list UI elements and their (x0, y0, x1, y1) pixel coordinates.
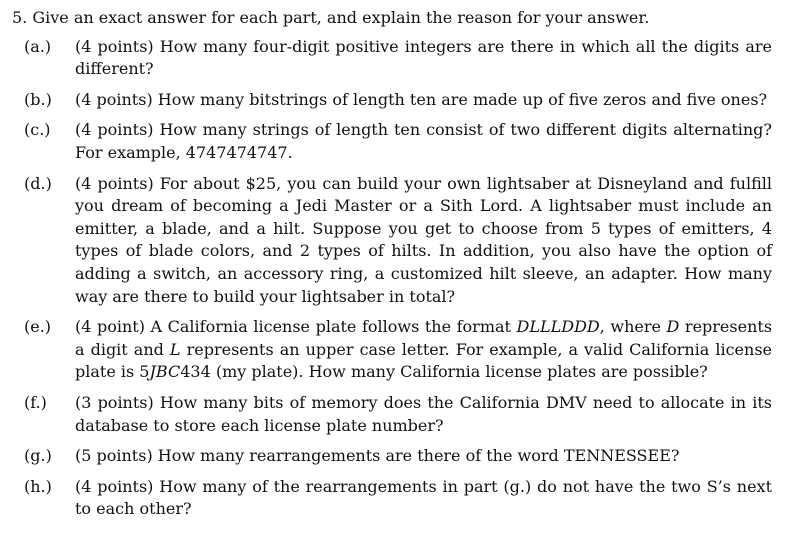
part-h (12, 476, 780, 521)
part-text: (3 points) How many bits of memory does the California DMV need to allocate in its database to store each license plate number? (75, 392, 772, 435)
part-label: (c.) (24, 120, 51, 140)
part-label: (a.) (24, 36, 52, 56)
part-text: (4 point) A California license plate follows the format (75, 317, 517, 337)
question-header (12, 7, 780, 30)
part-text: (4 points) How many bitstrings of length ten are made up of five zeros and five ones? (75, 89, 768, 109)
part-d (12, 173, 780, 309)
part-text: represents a digit and (75, 317, 773, 359)
part-text: (5 points) How many rearrangements are there of the word TENNESSEE? (75, 446, 680, 466)
part-f (12, 392, 780, 437)
part-text: (4 points) How many four-digit positive integers are there in which all the digits are different? (75, 36, 772, 79)
question-prompt: Give an exact answer for each part, and explain the reason for your answer. (32, 8, 650, 27)
part-b (12, 89, 780, 112)
part-text: (4 points) How many strings of length ten consist of two different digits alternating? For example, 4747474747. (75, 120, 772, 162)
part-text: represents an upper case letter. For example, a valid California license plate is 5 (75, 339, 773, 382)
parts-list (12, 36, 780, 521)
part-g (12, 445, 780, 468)
part-text: (4 points) For about $25, you can build your own lightsaber at Disneyland and fulfill you dream of becoming a Jedi Master or a Sith Lord. A lightsaber must include an emitter, a blade, and a hilt. Suppose you get to choose from 5 types of emitters, 4 types of blade colors, and 2 types of hilts. In addition, you also have the option of adding a switch, an accessory ring, a customized hilt sleeve, an adapter. How many way are there to build your lightsaber in total? (75, 173, 772, 306)
part-text: (4 points) How many of the rearrangements in part (g.) do not have the two S’s next to each other? (75, 476, 772, 519)
part-label: (f.) (24, 392, 47, 412)
part-c (12, 119, 780, 164)
part-text: (my plate). How many California license plates are possible? (210, 362, 708, 382)
part-label: (h.) (24, 476, 52, 496)
problem-page (12, 7, 780, 529)
question-number: 5. (12, 8, 28, 27)
part-text: , where (599, 317, 667, 337)
part-a (12, 36, 780, 81)
plate-digits: 434 (180, 362, 211, 382)
variable-l: L (169, 339, 181, 359)
plate-letters: JBC (149, 362, 181, 382)
part-label: (d.) (24, 173, 52, 193)
plate-format: DLLLDDD (516, 317, 600, 337)
part-label: (g.) (24, 446, 52, 466)
variable-d: D (666, 317, 680, 337)
part-label: (e.) (24, 317, 52, 337)
part-label: (b.) (24, 89, 52, 109)
part-e (12, 316, 780, 384)
